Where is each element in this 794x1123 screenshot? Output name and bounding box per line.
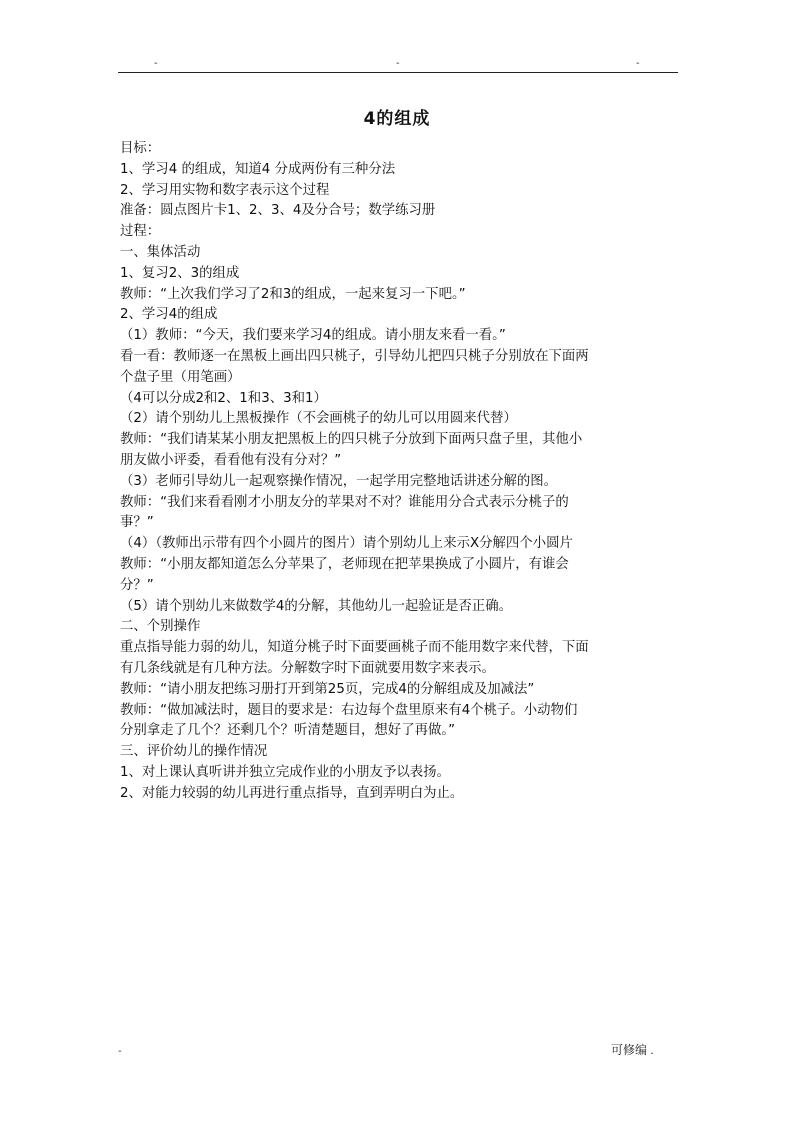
text-line: （5）请个别幼儿来做数学4的分解，其他幼儿一起验证是否正确。 bbox=[120, 598, 512, 614]
text-line: （4）（教师出示带有四个小圆片的图片）请个别幼儿上来示X分解四个小圆片 bbox=[120, 536, 573, 552]
page-header bbox=[118, 58, 678, 72]
text-line: 教师：“做加减法时，题目的要求是：右边每个盘里原来有4个桃子。小动物们 bbox=[120, 702, 578, 718]
document-title: 4的组成 bbox=[363, 109, 431, 129]
header-mark-center: - bbox=[396, 58, 400, 69]
header-divider bbox=[118, 72, 678, 73]
text-line: 2、对能力较弱的幼儿再进行重点指导，直到弄明白为止。 bbox=[120, 785, 464, 801]
text-line: （2）请个别幼儿上黑板操作（不会画桃子的幼儿可以用圆来代替） bbox=[120, 411, 517, 427]
text-line: 个盘子里（用笔画） bbox=[120, 369, 241, 385]
footer-text: 可修编 . bbox=[611, 1043, 654, 1057]
text-line: 2、学习用实物和数字表示这个过程 bbox=[120, 182, 330, 198]
text-line: （4可以分成2和2、1和3、3和1） bbox=[120, 390, 327, 406]
text-line: 二、个别操作 bbox=[120, 619, 201, 635]
text-line: 2、学习4的组成 bbox=[120, 307, 218, 323]
text-line: 重点指导能力弱的幼儿，知道分桃子时下面要画桃子而不能用数字来代替，下面 bbox=[120, 640, 589, 656]
text-line: 三、评价幼儿的操作情况 bbox=[120, 744, 268, 760]
text-line: 教师：“我们请某某小朋友把黑板上的四只桃子分放到下面两只盘子里，其他小 bbox=[120, 432, 583, 448]
header-mark-right: - bbox=[636, 58, 640, 69]
text-line: 准备：圆点图片卡1、2、3、4及分合号；数学练习册 bbox=[120, 203, 436, 219]
text-line: 朋友做小评委，看看他有没有分对？” bbox=[120, 452, 342, 468]
text-line: 有几条线就是有几种方法。分解数字时下面就要用数字来表示。 bbox=[120, 660, 495, 676]
footer-mark: - bbox=[118, 1046, 122, 1057]
text-line: 分别拿走了几个？还剩几个？听清楚题目，想好了再做。” bbox=[120, 723, 456, 739]
text-line: 一、集体活动 bbox=[120, 244, 201, 260]
text-line: 事？” bbox=[120, 515, 154, 531]
text-line: 目标： bbox=[120, 141, 161, 156]
text-line: 教师：“小朋友都知道怎么分苹果了，老师现在把苹果换成了小圆片，有谁会 bbox=[120, 556, 569, 572]
text-line: 教师：“上次我们学习了2和3的组成，一起来复习一下吧。” bbox=[120, 286, 466, 302]
text-line: 看一看：教师逐一在黑板上画出四只桃子，引导幼儿把四只桃子分别放在下面两 bbox=[120, 348, 589, 364]
document-body bbox=[120, 139, 680, 805]
text-line: （3）老师引导幼儿一起观察操作情况，一起学用完整地话讲述分解的图。 bbox=[120, 473, 558, 489]
text-line: 1、复习2、3的组成 bbox=[120, 265, 240, 281]
text-line: 分？” bbox=[120, 577, 154, 593]
text-line: 教师：“请小朋友把练习册打开到第25页，完成4的分解组成及加减法” bbox=[120, 681, 535, 697]
header-mark-left: - bbox=[154, 58, 158, 69]
text-line: （1）教师：“今天，我们要来学习4的组成。请小朋友来看一看。” bbox=[120, 328, 506, 344]
text-line: 1、学习4 的组成，知道4 分成两份有三种分法 bbox=[120, 161, 396, 177]
text-line: 1、对上课认真听讲并独立完成作业的小朋友予以表扬。 bbox=[120, 764, 450, 780]
text-line: 过程： bbox=[120, 224, 161, 240]
text-line: 教师：“我们来看看刚才小朋友分的苹果对不对？谁能用分合式表示分桃子的 bbox=[120, 494, 569, 510]
